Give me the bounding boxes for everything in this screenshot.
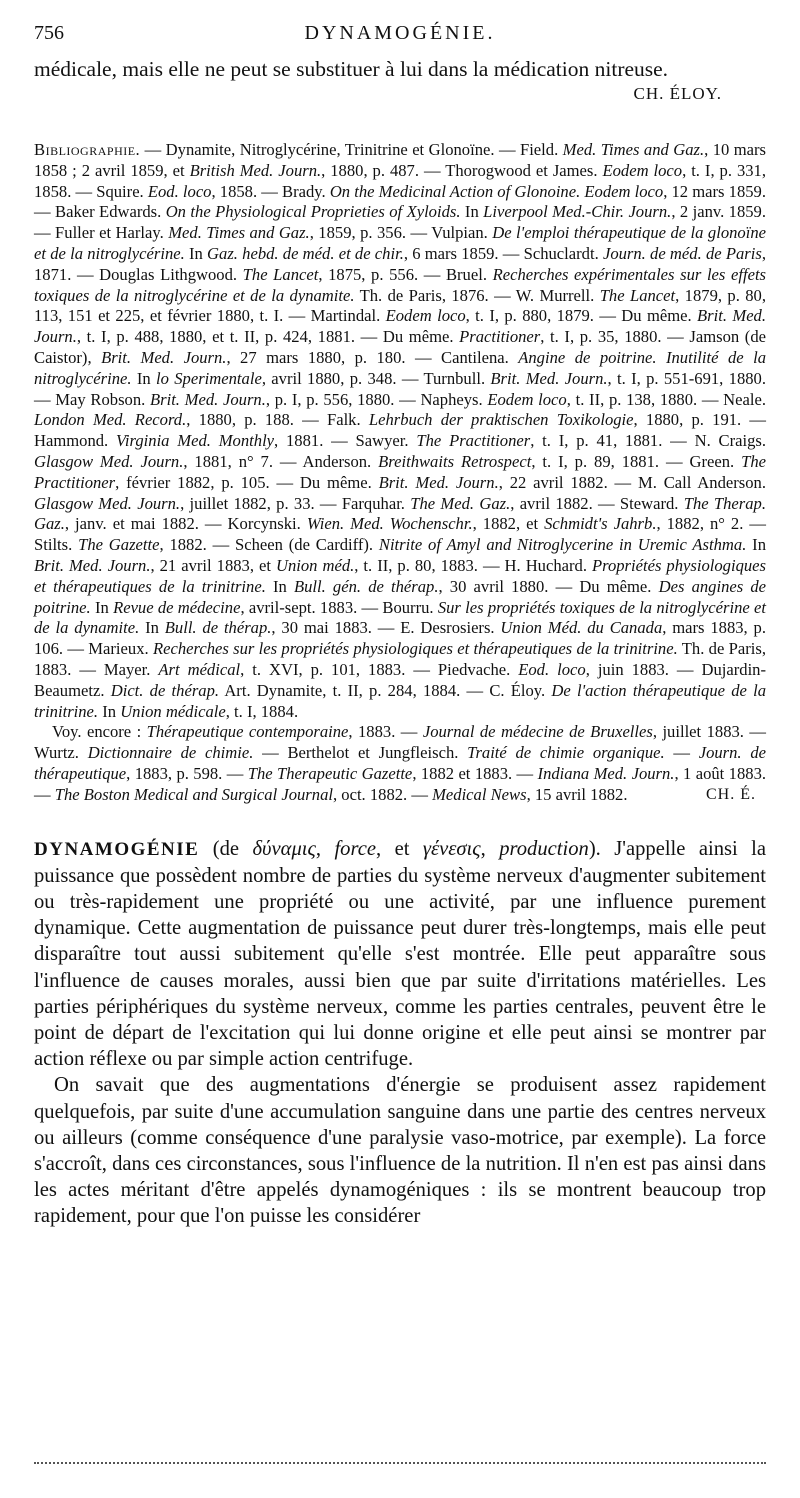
etymology-production: production [499, 837, 589, 860]
citation-text: In [746, 535, 766, 555]
citation-title: Bull. de thérap. [164, 618, 272, 638]
citation-text: , t. I, p. 880, 1879. — Du même. [465, 306, 698, 326]
citation-title: Journal de médecine de Bruxelles [422, 722, 653, 742]
citation-text: , 6 mars 1859. — Schuclardt. [403, 243, 603, 263]
citation-title: Art médical [158, 659, 241, 679]
page-header [34, 22, 766, 56]
citation-text: , 1880, p. 487. — Thorogwood et James. [321, 160, 603, 180]
etymology-greek-dynamis: δύναμις [252, 837, 316, 860]
citation-title: On the Medicinal Action of Glonoine. Eodem loco [329, 181, 664, 201]
citation-title: The Gazette [78, 535, 160, 555]
citation-text: , 15 avril 1882. [526, 784, 628, 804]
citation-text: , 21 avril 1883, et [150, 555, 276, 575]
bibliography-section [34, 140, 766, 806]
article-dynamogenie [34, 836, 766, 1230]
citation-title: Indiana Med. Journ. [537, 763, 675, 783]
etymology-et: , et [376, 837, 423, 860]
page-number: 756 [34, 22, 64, 44]
citation-text: , 1858. — Brady. [211, 181, 330, 201]
citation-title: Eodem loco [487, 389, 567, 409]
citation-title: Liverpool Med.-Chir. Journ. [483, 202, 672, 222]
citation-title: Recherches sur les propriétés physiologiques et thérapeutiques de la trinitrine. [152, 639, 678, 659]
citation-title: Practitioner [459, 327, 541, 347]
citation-text: Th. de Paris, 1883. — Mayer. [34, 639, 766, 679]
citation-title: Schmidt's Jahrb. [544, 514, 657, 534]
citation-text: , 30 avril 1880. — Du même. [438, 576, 659, 596]
citation-text: , t. II, p. 80, 1883. — H. Huchard. [354, 555, 592, 575]
citation-title: Med. Times and Gaz. [562, 140, 705, 159]
citation-title: Eodem loco [385, 306, 466, 326]
bibliography-see-also [34, 722, 766, 805]
citation-title: Nitrite of Amyl and Nitroglycerine in Uremic Asthma. [378, 535, 747, 555]
citation-title: Med. Times and Gaz. [168, 223, 310, 243]
citation-text: — [664, 743, 699, 763]
citation-title: The Practitioner [416, 431, 531, 451]
citation-title: The Therapeutic Gazette [247, 763, 413, 783]
citation-text: , 1859, p. 356. — Vulpian. [309, 223, 493, 243]
citation-text: , 1881, n° 7. — Anderson. [183, 451, 379, 471]
etymology-comma-2: , [480, 837, 500, 860]
citation-text: , 1883. — [348, 722, 423, 742]
citation-title: Wien. Med. Wochenschr. [306, 514, 473, 534]
bibliography-main [34, 140, 766, 722]
citation-title: Recherches expérimentales sur les effets toxiques de la nitroglycérine et de la dynamite. [34, 264, 767, 305]
citation-text: In [265, 576, 294, 596]
citation-title: The Boston Medical and Surgical Journal [54, 784, 333, 804]
citation-text: , 1881. — Sawyer. [274, 431, 417, 451]
citation-title: Glasgow Med. Journ. [34, 451, 184, 471]
citation-text: , 1879, p. 80, 113, 151 et 225, et février 1880, t. I. — Martindal. [34, 285, 766, 326]
citation-title: lo Sperimentale [156, 368, 262, 388]
citation-title: Dictionnaire de chimie. [87, 743, 254, 763]
citation-text: Th. de Paris, 1876. — W. Murrell. [354, 285, 600, 305]
citation-text: , 1 août 1883. — [34, 763, 767, 804]
etymology-open: (de [199, 837, 253, 860]
citation-text: , t. I, p. 551-691, 1880. — May Robson. [34, 368, 766, 409]
citation-title: Journ. de thérapeutique [34, 743, 766, 783]
citation-title: British Med. Journ. [189, 160, 322, 180]
citation-title: Thérapeutique contemporaine [146, 722, 349, 742]
citation-text: , février 1882, p. 105. — Du même. [115, 472, 379, 492]
citation-title: Eod. loco [147, 181, 212, 201]
citation-title: Brit. Med. Journ. [149, 389, 266, 409]
citation-text: , janv. et mai 1882. — Korcynski. [64, 514, 307, 534]
citation-text: , 1871. — Douglas Lithgwood. [34, 243, 766, 284]
citation-title: Revue de médecine [113, 597, 241, 617]
citation-title: Brit. Med. Journ. [490, 368, 608, 388]
citation-title: Traité de chimie organique. [467, 743, 665, 763]
etymology-force: force [334, 837, 377, 860]
citation-text: , avril-sept. 1883. — Bourru. [240, 597, 438, 617]
citation-title: Sur les propriétés toxiques de la nitroglycérine et de la dynamite. [34, 597, 767, 638]
citation-text: , p. I, p. 556, 1880. — Napheys. [265, 389, 488, 409]
etymology-comma-1: , [315, 837, 335, 860]
citation-text: , mars 1883, p. 106. — Marieux. [34, 618, 766, 659]
citation-text: , 1883, p. 598. — [126, 763, 248, 783]
footer-dotted-rule [34, 1462, 766, 1464]
citation-text: , oct. 1882. — [332, 784, 433, 804]
citation-title: Union méd. [275, 555, 355, 575]
citation-text: , t. I, p. 331, 1858. — Squire. [34, 160, 766, 201]
citation-text: , 27 mars 1880, p. 180. — Cantilena. [226, 347, 519, 367]
citation-text: , t. I, 1884. [225, 701, 299, 721]
citation-text: , 1880, p. 188. — Falk. [186, 410, 369, 430]
citation-title: Breithwaits Retrospect [378, 451, 532, 471]
citation-title: Dict. de thérap. [110, 680, 220, 700]
citation-title: Glasgow Med. Journ. [34, 493, 181, 513]
citation-title: Bull. gén. de thérap. [293, 576, 439, 596]
citation-text: In [98, 701, 121, 721]
citation-text: , t. I, p. 488, 1880, et t. II, p. 424, 1881. — Du même. [76, 327, 460, 347]
citation-text: In [139, 618, 165, 638]
citation-text: , 1880, p. 191. — Hammond. [34, 410, 767, 451]
citation-title: Brit. Med. Journ. [101, 347, 227, 367]
citation-title: Virginia Med. Monthly [116, 431, 275, 451]
citation-text: , t. II, p. 138, 1880. — Neale. [566, 389, 767, 409]
citation-title: Journ. de méd. de Paris [602, 243, 762, 263]
citation-title: London Med. Record. [34, 410, 187, 430]
citation-text: , 1882 et 1883. — [412, 763, 538, 783]
article-paragraph-1 [34, 836, 766, 1073]
citation-text: , juillet 1882, p. 33. — Farquhar. [180, 493, 411, 513]
citation-text: , juillet 1883. — Wurtz. [34, 722, 766, 763]
citation-title: Union Méd. du Canada [500, 618, 663, 638]
citation-title: Angine de poitrine. Inutilité de la nitroglycérine. [34, 347, 766, 388]
citation-title: Union médicale [120, 701, 226, 721]
citation-text: , 12 mars 1859. — Baker Edwards. [34, 181, 767, 222]
author-signature: CH. ÉLOY. [633, 84, 722, 103]
citation-text: , t. I, p. 41, 1881. — N. Craigs. [530, 431, 766, 451]
running-head: DYNAMOGÉNIE. [304, 22, 496, 44]
citation-text: , juin 1883. — Dujardin-Beaumetz. [34, 659, 766, 700]
citation-text: , t. I, p. 35, 1880. — Jamson (de Caistor), [34, 327, 766, 367]
continued-text-line: médicale, mais elle ne peut se substituer à lui dans la médication nitreuse. [34, 57, 669, 81]
citation-text: Art. Dynamite, t. II, p. 284, 1884. — C. Éloy. [219, 680, 552, 700]
citation-title: The Med. Gaz. [410, 493, 511, 513]
citation-text: , 30 mai 1883. — E. Desrosiers. [271, 618, 501, 638]
etymology-greek-genesis: γένεσις [422, 837, 481, 860]
citation-text: , 22 avril 1882. — M. Call Anderson. [498, 472, 766, 492]
citation-text: , t. I, p. 89, 1881. — Green. [531, 451, 742, 471]
bibliography-main-body [34, 140, 766, 721]
bibliography-lead: Bibliographie. [34, 140, 141, 159]
citation-text: , 1882, n° 2. — Stilts. [34, 514, 766, 555]
bibliography-see-also-body [34, 722, 766, 803]
citation-title: Brit. Med. Journ. [34, 555, 151, 575]
citation-title: Eodem loco [602, 160, 683, 180]
citation-text: Voy. encore : [52, 722, 147, 742]
citation-text: , t. XVI, p. 101, 1883. — Piedvache. [240, 659, 519, 679]
citation-text: , avril 1880, p. 348. — Turnbull. [261, 368, 491, 388]
citation-title: De l'emploi thérapeutique de la glonoïne et de la nitroglycérine. [34, 223, 766, 263]
citation-title: The Practitioner [34, 451, 766, 492]
citation-title: Propriétés physiologiques et thérapeutiques de la trinitrine. [34, 555, 766, 596]
citation-text: , 10 mars 1858 ; 2 avril 1859, et [34, 140, 766, 180]
citation-text: In [131, 368, 157, 388]
citation-title: Brit. Med. Journ. [34, 306, 767, 347]
citation-title: Eod. loco [518, 659, 586, 679]
citation-text: In [90, 597, 114, 617]
citation-text: , avril 1882. — Steward. [510, 493, 684, 513]
citation-text: , 1882. — Scheen (de Cardiff). [159, 535, 379, 555]
citation-title: Gaz. hebd. de méd. et de chir. [207, 243, 404, 263]
citation-text: — Berthelot et Jungfleisch. [253, 743, 468, 763]
citation-title: The Therap. Gaz. [34, 493, 766, 534]
citation-text: , 1882, et [472, 514, 545, 534]
article-paragraph-1-body: ). J'appelle ainsi la puissance que possèdent nombre de parties du système nerveux d'augmenter subitement ou très-rapidement une propriété ou une activité, par une influence purement dynamique. Cette augmentation de puissance peut durer très-longtemps, mais elle peut disparaître tout aussi subitement qu'elle s'est montrée. Elle peut apparaître sous l'influence de causes morales, aussi bien que par suite d'irritations matérielles. Les parties périphériques du système nerveux, comme les parties centrales, peuvent être le point de départ de l'excitation qui lui donne origine et elle peut ainsi se montrer par action réflexe ou par simple action centrifuge. [34, 837, 767, 1071]
citation-title: The Lancet [599, 285, 676, 305]
citation-text: In [460, 202, 484, 222]
citation-text: , 1875, p. 556. — Bruel. [318, 264, 493, 284]
citation-title: De l'action thérapeutique de la trinitrine. [34, 680, 766, 721]
citation-text: — Dynamite, Nitroglycérine, Trinitrine et Glonoïne. — Field. [140, 140, 563, 159]
citation-title: Lehrbuch der praktischen Toxikologie [368, 410, 634, 430]
citation-title: Des angines de poitrine. [34, 576, 767, 617]
citation-title: Medical News [432, 784, 527, 804]
article-headword: DYNAMOGÉNIE [34, 838, 200, 860]
article-paragraph-2: On savait que des augmentations d'énergie se produisent assez rapidement quelquefois, par suite d'une accumulation sanguine dans une partie des centres nerveux ou ailleurs (comme conséquence d'une paralysie vaso-motrice, par exemple). La force s'accroît, dans ces circonstances, sous l'influence de la nutrition. Il n'en est pas ainsi dans les actes méritant d'être appelés dynamogéniques : ils se montrent beaucoup trop rapidement, pour que l'on puisse les considérer [34, 1074, 766, 1228]
citation-title: Brit. Med. Journ. [378, 472, 499, 492]
citation-title: On the Physiological Proprieties of Xyloids. [165, 202, 461, 222]
bibliography-signature: CH. É. [706, 785, 756, 803]
citation-title: The Lancet [242, 264, 319, 284]
citation-text: , 2 janv. 1859. — Fuller et Harlay. [34, 202, 767, 243]
citation-text: In [184, 243, 208, 263]
